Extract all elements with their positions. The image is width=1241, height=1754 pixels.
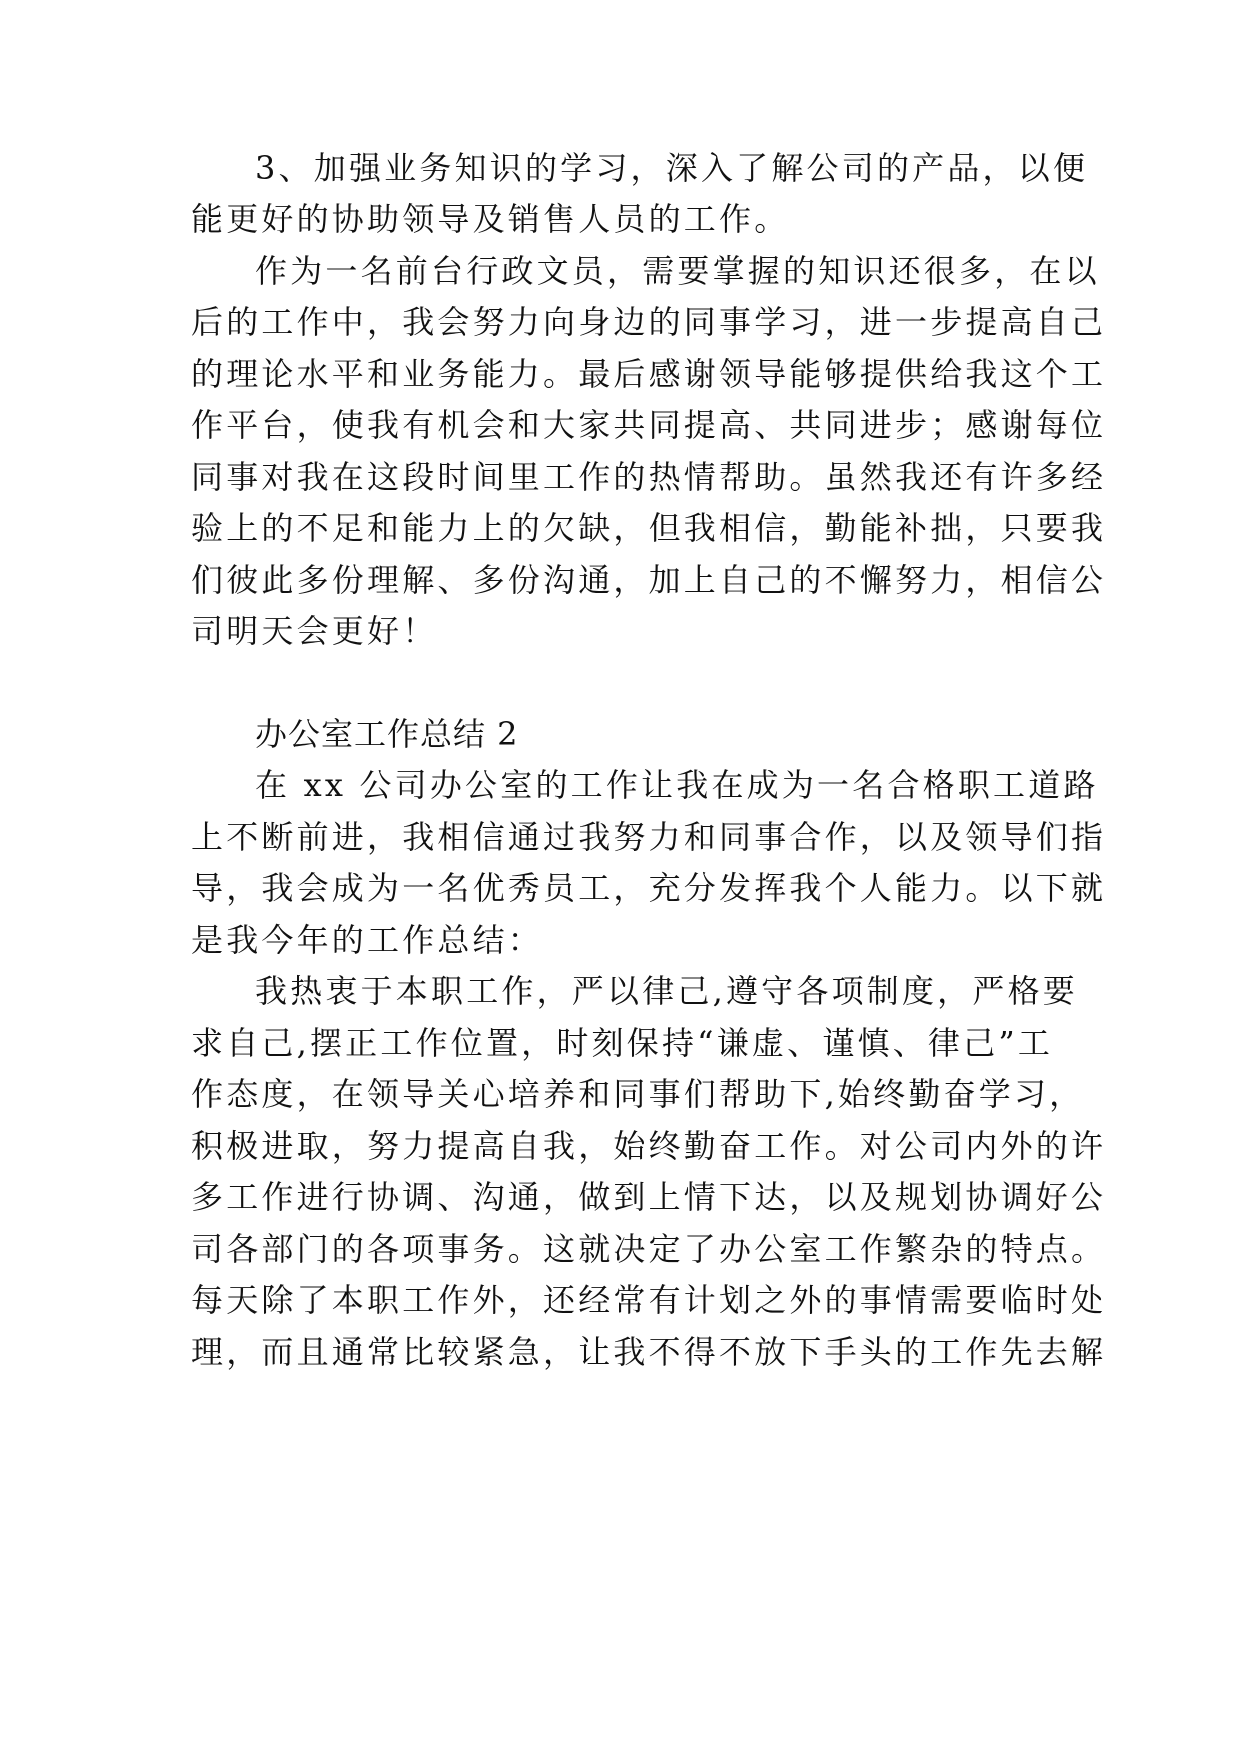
paragraph-3-line-3: 导，我会成为一名优秀员工，充分发挥我个人能力。以下就 bbox=[191, 869, 1107, 907]
paragraph-2-line-6: 验上的不足和能力上的欠缺，但我相信，勤能补拙，只要我 bbox=[191, 509, 1107, 547]
paragraph-4-line-8: 理，而且通常比较紧急，让我不得不放下手头的工作先去解 bbox=[191, 1333, 1107, 1371]
paragraph-3-line-1: 在 xx 公司办公室的工作让我在成为一名合格职工道路 bbox=[255, 766, 1099, 804]
paragraph-2-line-7: 们彼此多份理解、多份沟通，加上自己的不懈努力，相信公 bbox=[191, 561, 1107, 599]
paragraph-4-line-3: 作态度，在领导关心培养和同事们帮助下,始终勤奋学习， bbox=[191, 1075, 1085, 1113]
paragraph-4-line-4: 积极进取，努力提高自我，始终勤奋工作。对公司内外的许 bbox=[191, 1127, 1107, 1165]
paragraph-2-line-2: 后的工作中，我会努力向身边的同事学习，进一步提高自己 bbox=[191, 303, 1107, 341]
paragraph-1-line-1: 3、加强业务知识的学习，深入了解公司的产品，以便 bbox=[255, 149, 1089, 187]
paragraph-2-line-3: 的理论水平和业务能力。最后感谢领导能够提供给我这个工 bbox=[191, 355, 1107, 393]
paragraph-2-line-1: 作为一名前台行政文员，需要掌握的知识还很多，在以 bbox=[255, 252, 1100, 290]
paragraph-4-line-1: 我热衷于本职工作，严以律己,遵守各项制度，严格要 bbox=[255, 972, 1078, 1010]
paragraph-4-line-2: 求自己,摆正工作位置，时刻保持“谦虚、谨慎、律己”工 bbox=[191, 1024, 1054, 1062]
section-heading: 办公室工作总结 2 bbox=[255, 715, 519, 753]
paragraph-2-line-8: 司明天会更好！ bbox=[191, 612, 438, 650]
paragraph-4-line-7: 每天除了本职工作外，还经常有计划之外的事情需要临时处 bbox=[191, 1281, 1107, 1319]
paragraph-2-line-5: 同事对我在这段时间里工作的热情帮助。虽然我还有许多经 bbox=[191, 458, 1107, 496]
paragraph-1-line-2: 能更好的协助领导及销售人员的工作。 bbox=[191, 200, 790, 238]
paragraph-3-line-2: 上不断前进，我相信通过我努力和同事合作，以及领导们指 bbox=[191, 818, 1107, 856]
paragraph-4-line-6: 司各部门的各项事务。这就决定了办公室工作繁杂的特点。 bbox=[191, 1230, 1107, 1268]
paragraph-4-line-5: 多工作进行协调、沟通，做到上情下达，以及规划协调好公 bbox=[191, 1178, 1107, 1216]
paragraph-2-line-4: 作平台，使我有机会和大家共同提高、共同进步；感谢每位 bbox=[191, 406, 1107, 444]
paragraph-3-line-4: 是我今年的工作总结： bbox=[191, 921, 544, 959]
